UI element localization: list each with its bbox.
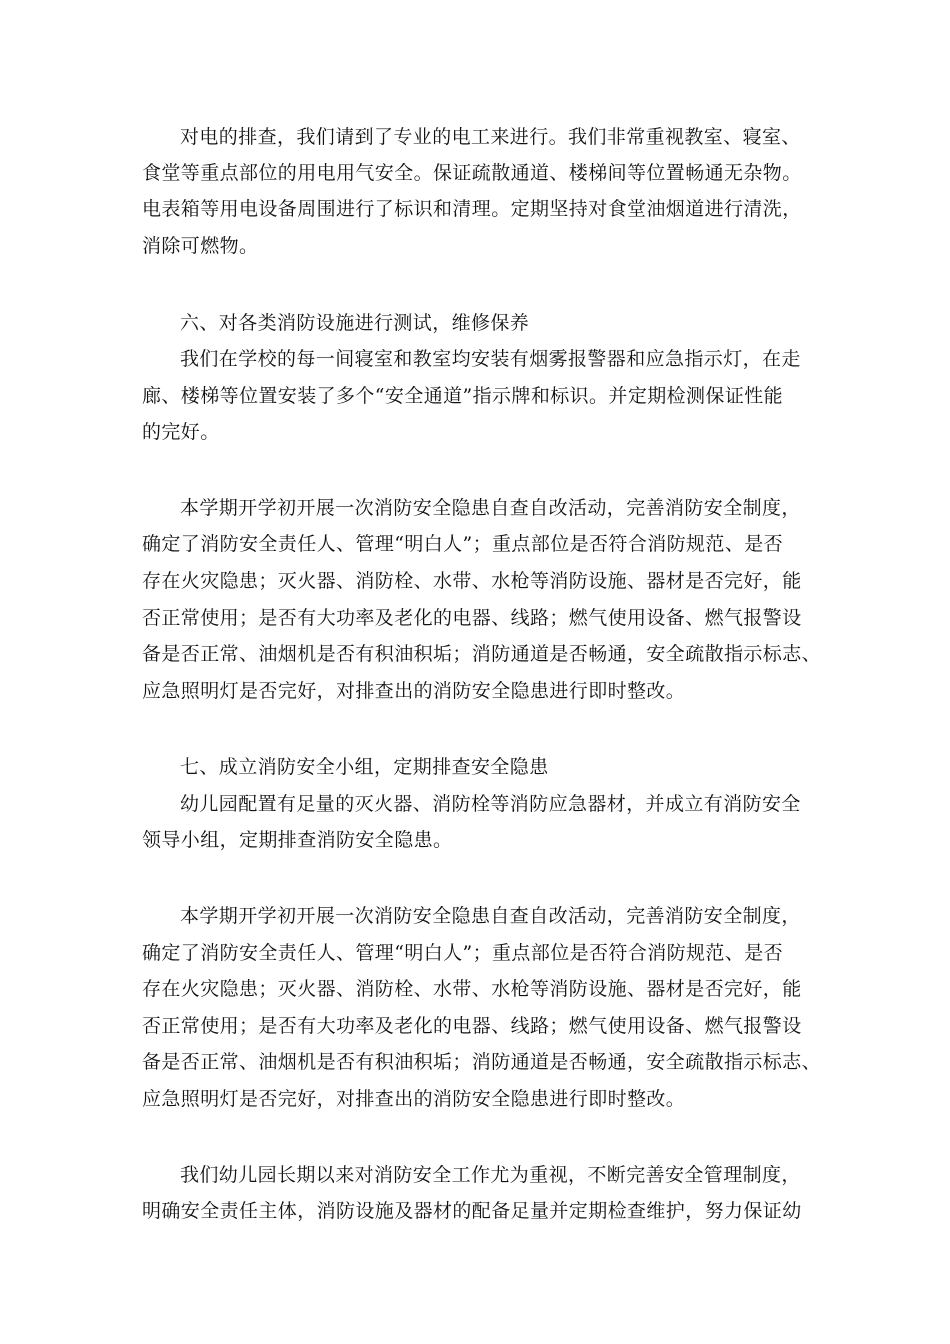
text-line: 领导小组，定期排查消防安全隐患。 xyxy=(142,829,453,851)
text-line: 幼儿园配置有足量的灭火器、消防栓等消防应急器材，并成立有消防安全 xyxy=(180,793,801,815)
text-line: 电表箱等用电设备周围进行了标识和清理。定期坚持对食堂油烟道进行清洗， xyxy=(142,198,802,220)
text-line: 确定了消防安全责任人、管理“明白人”；重点部位是否符合消防规范、是否 xyxy=(142,942,784,964)
text-line: 存在火灾隐患；灭火器、消防栓、水带、水枪等消防设施、器材是否完好，能 xyxy=(142,978,802,1000)
text-line: 食堂等重点部位的用电用气安全。保证疏散通道、楼梯间等位置畅通无杂物。 xyxy=(142,162,802,184)
text-line: 明确安全责任主体，消防设施及器材的配备足量并定期检查维护，努力保证幼 xyxy=(142,1200,802,1222)
section-heading: 六、对各类消防设施进行测试，维修保养 xyxy=(180,312,530,334)
text-line: 我们幼儿园长期以来对消防安全工作尤为重视，不断完善安全管理制度， xyxy=(180,1164,801,1186)
text-line: 应急照明灯是否完好，对排查出的消防安全隐患进行即时整改。 xyxy=(142,1088,686,1110)
text-line: 备是否正常、油烟机是否有积油积垢；消防通道是否畅通，安全疏散指示标志、 xyxy=(142,643,822,665)
text-line: 廊、楼梯等位置安装了多个“安全通道”指示牌和标识。并定期检测保证性能 xyxy=(142,385,784,407)
text-line: 存在火灾隐患；灭火器、消防栓、水带、水枪等消防设施、器材是否完好，能 xyxy=(142,570,802,592)
section-heading: 七、成立消防安全小组，定期排查安全隐患 xyxy=(180,756,549,778)
text-line: 本学期开学初开展一次消防安全隐患自查自改活动，完善消防安全制度， xyxy=(180,905,801,927)
text-line: 的完好。 xyxy=(142,421,220,443)
text-line: 消除可燃物。 xyxy=(142,235,259,257)
text-line: 备是否正常、油烟机是否有积油积垢；消防通道是否畅通，安全疏散指示标志、 xyxy=(142,1051,822,1073)
text-line: 否正常使用；是否有大功率及老化的电器、线路；燃气使用设备、燃气报警设 xyxy=(142,607,802,629)
text-line: 我们在学校的每一间寝室和教室均安装有烟雾报警器和应急指示灯，在走 xyxy=(180,348,801,370)
text-line: 否正常使用；是否有大功率及老化的电器、线路；燃气使用设备、燃气报警设 xyxy=(142,1015,802,1037)
text-line: 对电的排查，我们请到了专业的电工来进行。我们非常重视教室、寝室、 xyxy=(180,126,801,148)
text-line: 确定了消防安全责任人、管理“明白人”；重点部位是否符合消防规范、是否 xyxy=(142,533,784,555)
text-line: 本学期开学初开展一次消防安全隐患自查自改活动，完善消防安全制度， xyxy=(180,497,801,519)
text-line: 应急照明灯是否完好，对排查出的消防安全隐患进行即时整改。 xyxy=(142,680,686,702)
